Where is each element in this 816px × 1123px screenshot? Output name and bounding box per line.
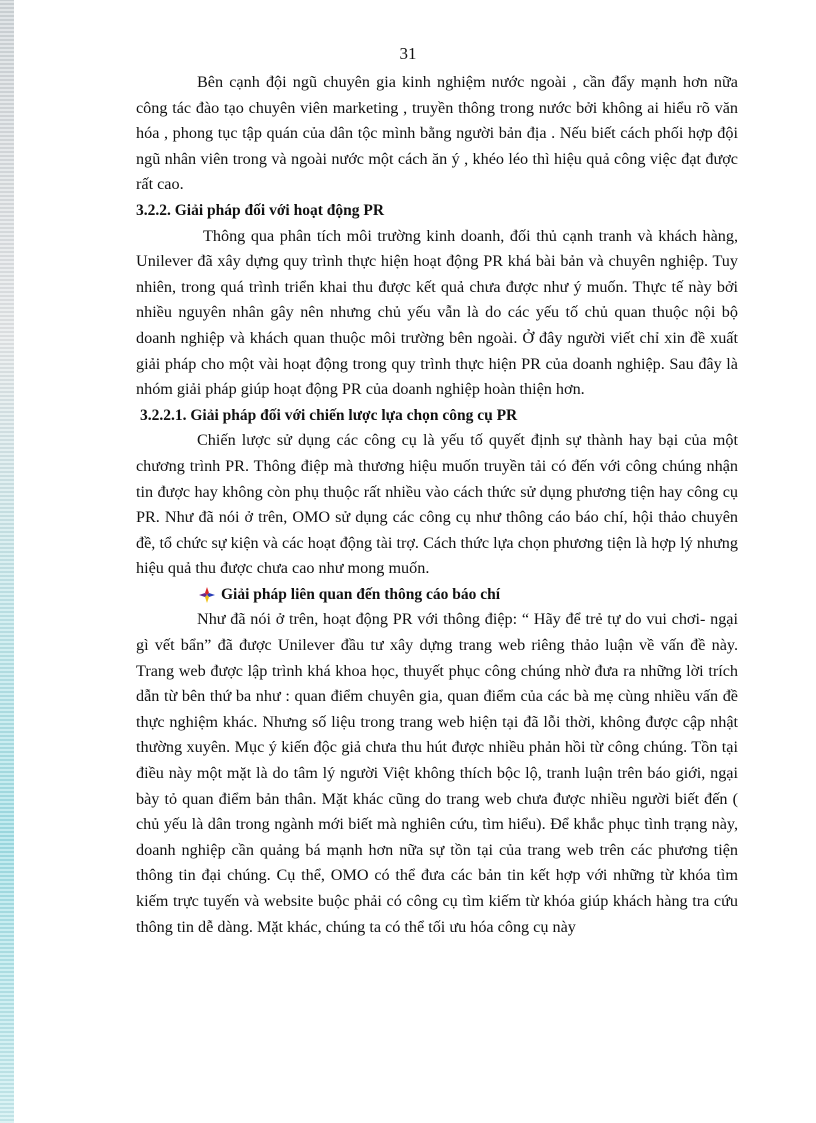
paragraph-1: Bên cạnh đội ngũ chuyên gia kinh nghiệm nước ngoài , cần đẩy mạnh hơn nữa công tác đào tạo chuyên viên marketing , truyền thông trong nước bởi không ai hiểu rõ văn hóa , phong tục tập quán của dân tộc mình bằng người bản địa . Nếu biết cách phối hợp đội ngũ nhân viên trong và ngoài nước một cách ăn ý , khéo léo thì hiệu quả công việc đạt được rất cao. [136, 73, 738, 194]
page-edge-strip [0, 0, 14, 1123]
section-heading-3-2-2: 3.2.2. Giải pháp đối với hoạt động PR [136, 201, 385, 219]
bullet-heading-text: Giải pháp liên quan đến thông cáo báo chí [221, 585, 501, 603]
paragraph-4: Như đã nói ở trên, hoạt động PR với thông điệp: “ Hãy để trẻ tự do vui chơi- ngại gì vết bẩn” đã được Unilever đầu tư xây dựng trang web riêng thảo luận về vấn đề này. Trang web được lập trình khá khoa học, thuyết phục công chúng nhờ đưa ra những lời trích dẫn từ bên thứ ba như : quan điểm chuyên gia, quan điểm của các bà mẹ cùng nhiều vấn đề thực nghiệm khác. Nhưng số liệu trong trang web hiện tại đã lỗi thời, không được cập nhật thường xuyên. Mục ý kiến độc giả chưa thu hút được nhiều phản hồi từ công chúng. Tồn tại điều này một mặt là do tâm lý người Việt không thích bộc lộ, tranh luận trên báo giới, ngại bày tỏ quan điểm bản thân. Mặt khác cũng do trang web chưa được nhiều người biết đến ( chủ yếu là dân trong ngành mới biết mà nghiên cứu, tìm hiểu). Để khắc phục tình trạng này, doanh nghiệp cần quảng bá mạnh hơn nữa sự tồn tại của trang web trên các phương tiện thông tin đại chúng. Cụ thể, OMO có thể đưa các bản tin kết hợp với những từ khóa tìm kiếm trực tuyến và website buộc phải có công cụ tìm kiếm từ khóa giúp khách hàng tra cứu thông tin dễ dàng. Mặt khác, chúng ta có thể tối ưu hóa công cụ này [136, 610, 738, 936]
paragraph-3: Chiến lược sử dụng các công cụ là yếu tố quyết định sự thành hay bại của một chương trình PR. Thông điệp mà thương hiệu muốn truyền tải có đến với công chúng nhận tin được hay không còn phụ thuộc rất nhiều vào cách thức sử dụng phương tiện hay công cụ PR. Như đã nói ở trên, OMO sử dụng các công cụ như thông cáo báo chí, hội thảo chuyên đề, tổ chức sự kiện và các hoạt động tài trợ. Cách thức lựa chọn phương tiện là hợp lý nhưng hiệu quả thu được chưa cao như mong muốn. [136, 431, 738, 578]
document-body [136, 70, 738, 940]
section-heading-3-2-2-1: 3.2.2.1. Giải pháp đối với chiến lược lựa chọn công cụ PR [140, 406, 518, 424]
paragraph-2: Thông qua phân tích môi trường kinh doanh, đối thủ cạnh tranh và khách hàng, Unilever đã xây dựng quy trình thực hiện hoạt động PR khá bài bản và chuyên nghiệp. Tuy nhiên, trong quá trình triển khai thu được kết quả chưa được như ý muốn. Thực tế này bởi nhiều nguyên nhân gây nên nhưng chủ yếu vẫn là do các yếu tố chủ quan thuộc nội bộ doanh nghiệp và khách quan thuộc môi trường bên ngoài. Ở đây người viết chỉ xin đề xuất giải pháp cho một vài hoạt động trong quy trình thực hiện PR của doanh nghiệp. Sau đây là nhóm giải pháp giúp hoạt động PR của doanh nghiệp hoàn thiện hơn. [136, 226, 738, 399]
bullet-heading [199, 582, 738, 608]
page-number: 31 [399, 44, 417, 63]
four-color-diamond-icon [199, 587, 215, 603]
